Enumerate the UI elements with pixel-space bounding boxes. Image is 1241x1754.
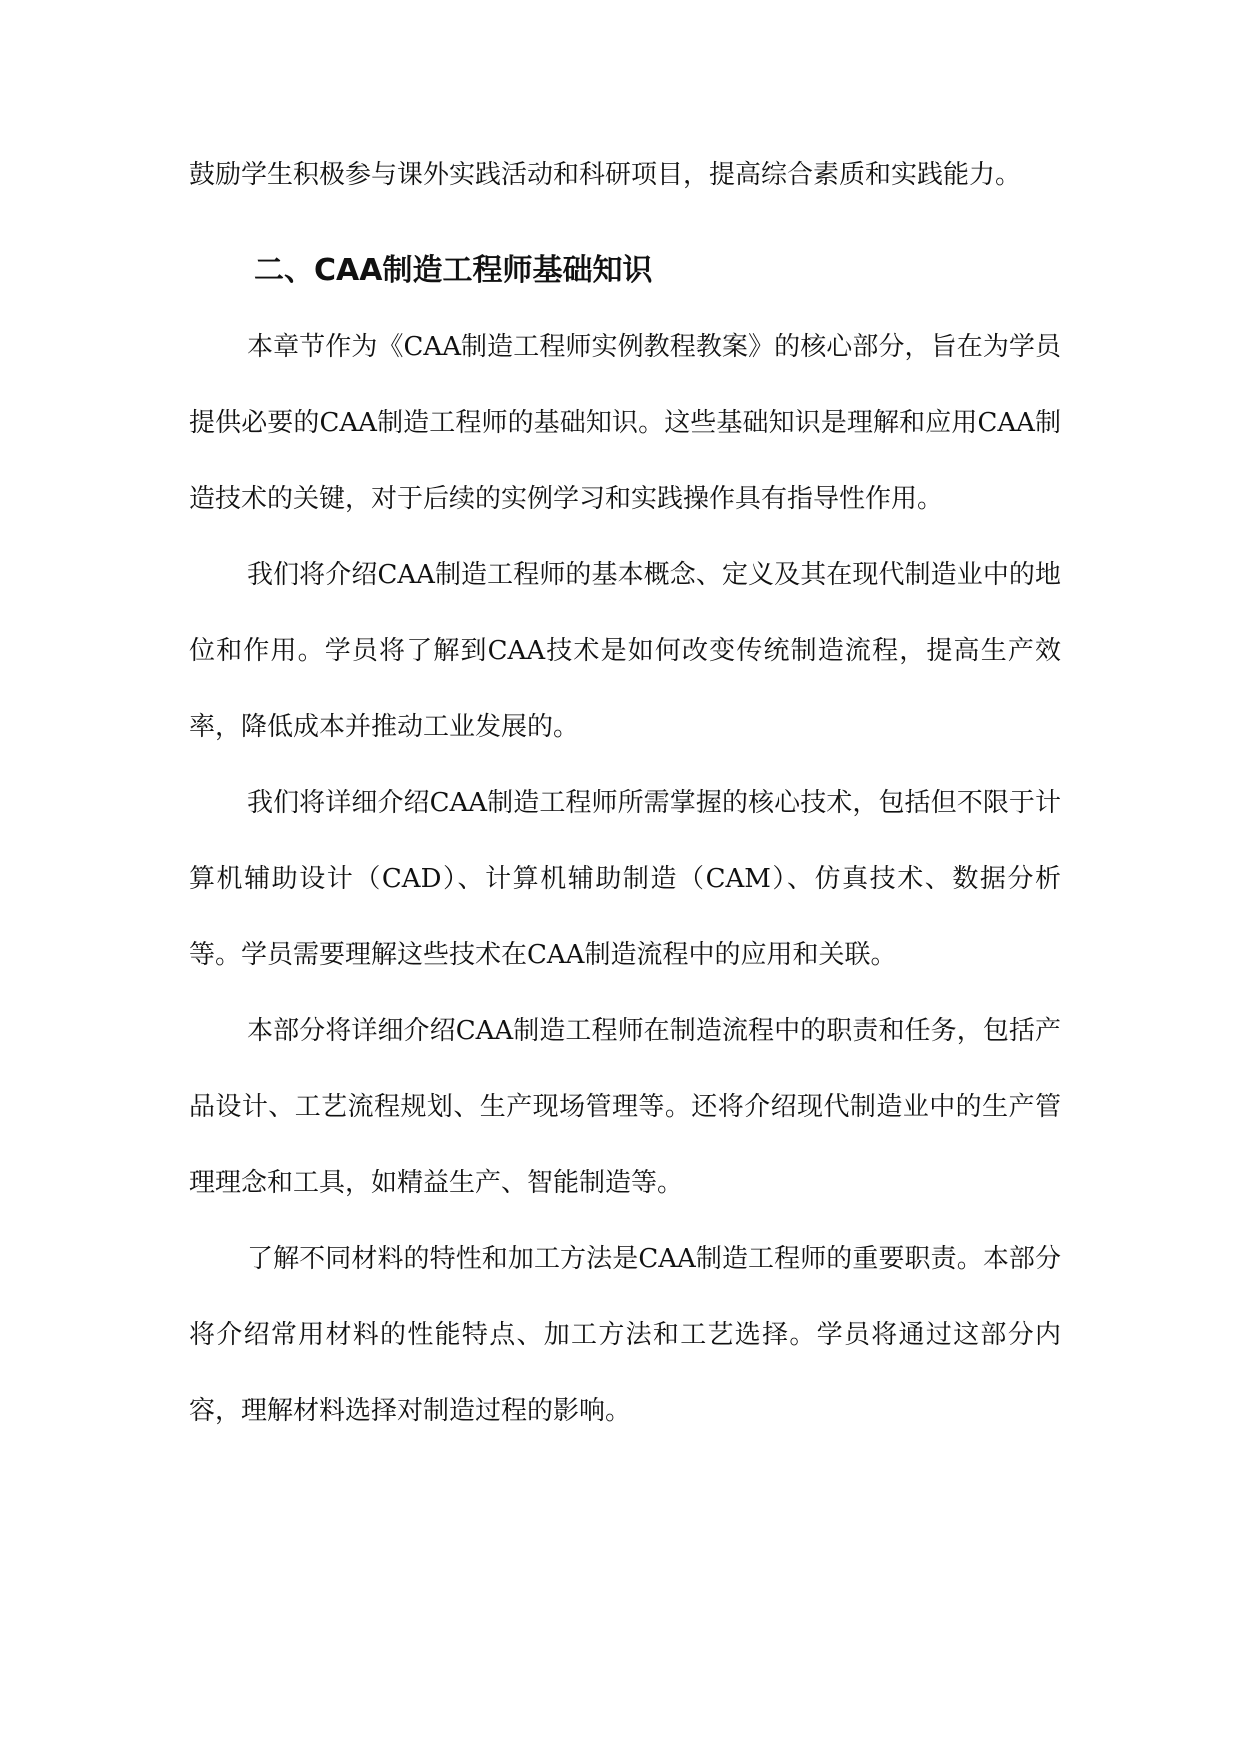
paragraph-concepts: 我们将介绍CAA制造工程师的基本概念、定义及其在现代制造业中的地位和作用。学员将了解到CAA技术是如何改变传统制造流程，提高生产效率，降低成本并推动工业发展的。 <box>189 560 1061 742</box>
paragraph-responsibilities: 本部分将详细介绍CAA制造工程师在制造流程中的职责和任务，包括产品设计、工艺流程规划、生产现场管理等。还将介绍现代制造业中的生产管理理念和工具，如精益生产、智能制造等。 <box>189 1016 1061 1198</box>
paragraph-core-tech: 我们将详细介绍CAA制造工程师所需掌握的核心技术，包括但不限于计算机辅助设计（CAD）、计算机辅助制造（CAM）、仿真技术、数据分析等。学员需要理解这些技术在CAA制造流程中的应用和关联。 <box>189 788 1061 970</box>
paragraph-continuation: 鼓励学生积极参与课外实践活动和科研项目，提高综合素质和实践能力。 <box>189 160 1022 190</box>
section-heading: 二、CAA制造工程师基础知识 <box>254 253 653 288</box>
paragraph-intro: 本章节作为《CAA制造工程师实例教程教案》的核心部分，旨在为学员提供必要的CAA制造工程师的基础知识。这些基础知识是理解和应用CAA制造技术的关键，对于后续的实例学习和实践操作具有指导性作用。 <box>189 332 1061 514</box>
paragraph-materials: 了解不同材料的特性和加工方法是CAA制造工程师的重要职责。本部分将介绍常用材料的性能特点、加工方法和工艺选择。学员将通过这部分内容，理解材料选择对制造过程的影响。 <box>189 1244 1061 1426</box>
